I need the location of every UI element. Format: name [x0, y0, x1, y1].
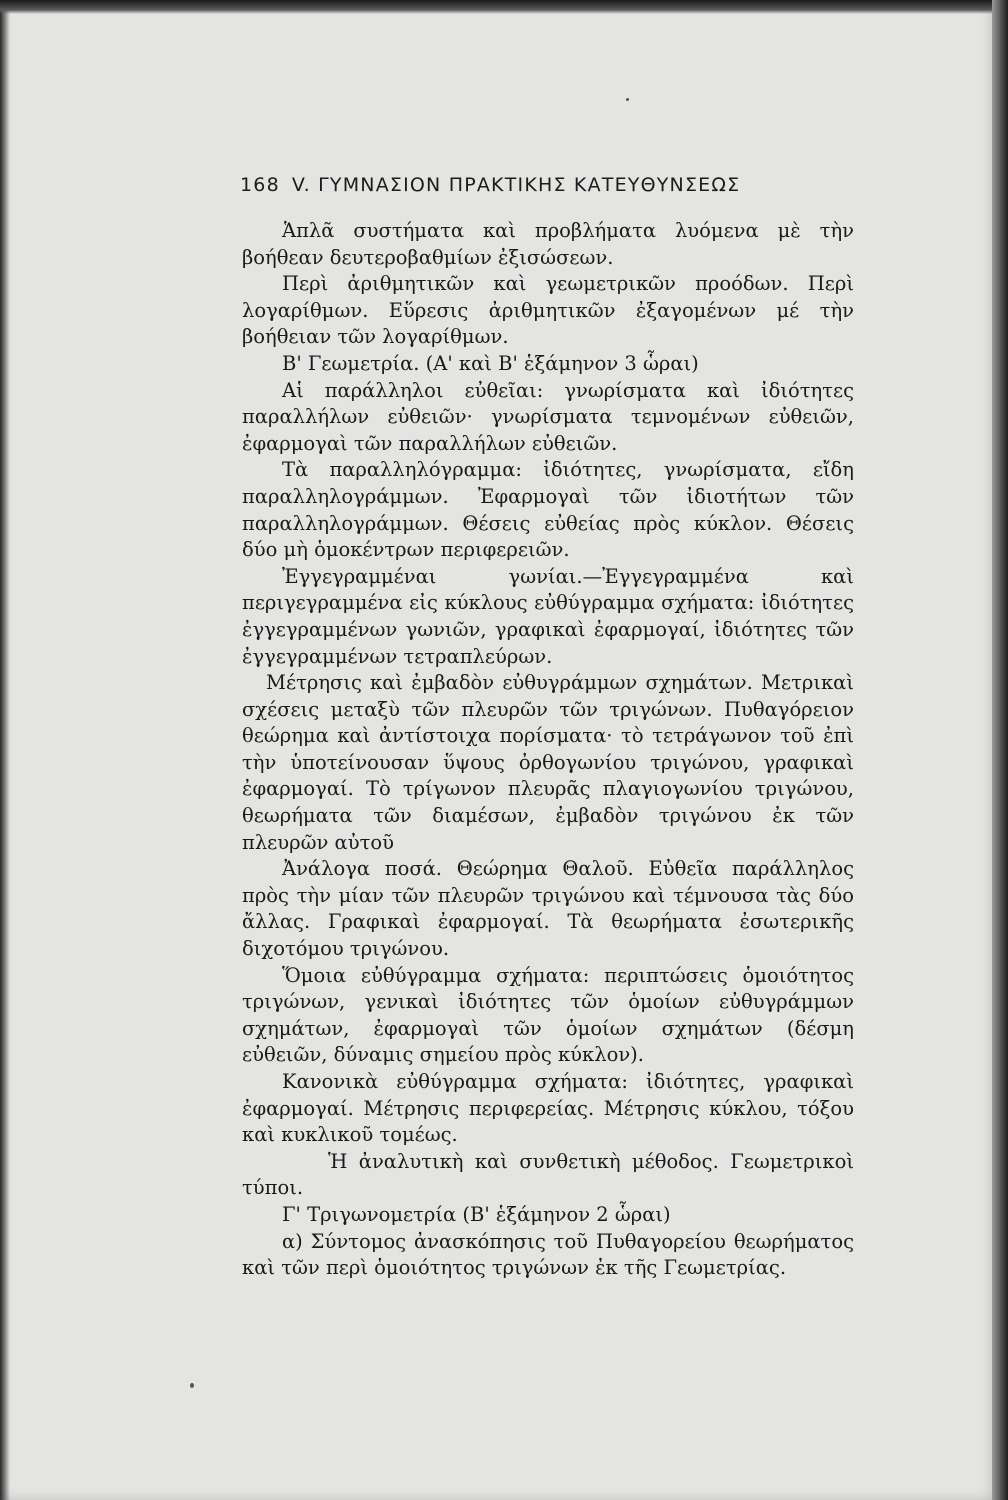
paragraph-regular-figures: Κανονικὰ εὐθύγραμμα σχήματα: ἰδιότητες, γραφικαὶ ἐφαρμογαί. Μέτρησις περιφερείας. Μέτρησις κύκλου, τόξου καὶ κυκλικοῦ τομέως. — [242, 1070, 854, 1147]
paragraph-pythagorean-review: α) Σύντομος ἀνασκόπησις τοῦ Πυθαγορείου θεωρήματος καὶ τῶν περὶ ὁμοιότητος τριγώνων ἐκ τῆς Γεωμετρίας. — [242, 1229, 854, 1280]
paragraph-parallelograms: Τὰ παραλληλόγραμμα: ἰδιότητες, γνωρίσματα, εἴδη παραλληλογράμμων. Ἐφαρμογαὶ τῶν ἰδιοτήτων τῶν παραλληλογράμμων. Θέσεις εὐθείας πρὸς κύκλον. Θέσεις δύο μὴ ὁμοκέντρων περιφερειῶν. — [242, 458, 854, 562]
paragraph-area-measurement: Μέτρησις καὶ ἐμβαδὸν εὐθυγράμμων σχημάτων. Μετρικαὶ σχέσεις μεταξὺ τῶν πλευρῶν τῶν τριγώνων. Πυθαγόρειον θεώρημα καὶ ἀντίστοιχα πορίσματα· τὸ τετράγωνον τοῦ ἐπὶ τὴν ὑποτείνουσαν ὕψους ὀρθογωνίου τριγώνου, γραφικαὶ ἐφαρμογαί. Τὸ τρίγωνον πλευρᾶς πλαγιογωνίου τριγώνου, θεωρήματα τῶν διαμέσων, ἐμβαδὸν τριγώνου ἐκ τῶν πλευρῶν αὐτοῦ — [242, 671, 854, 854]
paragraph-inscribed-angles: Ἐγγεγραμμέναι γωνίαι.—Ἐγγεγραμμένα καὶ περιγεγραμμένα εἰς κύκλους εὐθύγραμμα σχήματα: ἰδιότητες ἐγγεγραμμένων γωνιῶν, γραφικαὶ ἐφαρμογαί, ἰδιότητες τῶν ἐγγεγραμμένων τετραπλεύρων. — [242, 564, 854, 668]
print-speck — [190, 1383, 194, 1388]
paragraph-systems: Ἁπλᾶ συστήματα καὶ προβλήματα λυόμενα μὲ τὴν βοήθεαν δευτεροβαθμίων ἐξισώσεων. — [242, 219, 854, 269]
page-number: 168 — [240, 174, 280, 196]
running-header — [240, 174, 880, 196]
scan-edge-top — [0, 0, 1008, 14]
paragraph-parallel-lines: Αἱ παράλληλοι εὐθεῖαι: γνωρίσματα καὶ ἰδιότητες παραλλήλων εὐθειῶν· γνωρίσματα τεμνομένων εὐθειῶν, ἐφαρμογαὶ τῶν παραλλήλων εὐθειῶν. — [242, 378, 854, 455]
scan-edge-left — [0, 0, 10, 1500]
running-title: V. ΓΥΜΝΑΣΙΟΝ ΠΡΑΚΤΙΚΗΣ ΚΑΤΕΥΘΥΝΣΕΩΣ — [291, 174, 741, 196]
section-heading-geometry: Β' Γεωμετρία. (Α' καὶ Β' ἑξάμηνον 3 ὧραι) — [282, 351, 699, 375]
page-body — [242, 218, 854, 1282]
paragraph-methods: Ἡ ἀναλυτικὴ καὶ συνθετικὴ μέθοδος. Γεωμετρικοὶ τύποι. — [242, 1149, 854, 1200]
paragraph-proportional: Ἀνάλογα ποσά. Θεώρημα Θαλοῦ. Εὐθεῖα παράλληλος πρὸς τὴν μίαν τῶν πλευρῶν τριγώνου καὶ τέμνουσα τὰς δύο ἄλλας. Γραφικαὶ ἐφαρμογαί. Τὰ θεωρήματα ἐσωτερικῆς διχοτόμου τριγώνου. — [242, 857, 854, 961]
print-speck — [626, 98, 629, 101]
paragraph-progressions: Περὶ ἀριθμητικῶν καὶ γεωμετρικῶν προόδων. Περὶ λογαρίθμων. Εὕρεσις ἀριθμητικῶν ἐξαγομένων μέ τὴν βοήθειαν τῶν λογαρίθμων. — [242, 272, 854, 349]
scan-edge-right — [992, 0, 1008, 1500]
section-heading-trigonometry: Γ' Τριγωνομετρία (Β' ἑξάμηνον 2 ὧραι) — [282, 1202, 671, 1226]
paragraph-similar-figures: Ὅμοια εὐθύγραμμα σχήματα: περιπτώσεις ὁμοιότητος τριγώνων, γενικαὶ ἰδιότητες τῶν ὁμοίων εὐθυγράμμων σχημάτων, ἐφαρμογαὶ τῶν ὁμοίων σχημάτων (δέσμη εὐθειῶν, δύναμις σημείου πρὸς κύκλον). — [242, 963, 854, 1067]
